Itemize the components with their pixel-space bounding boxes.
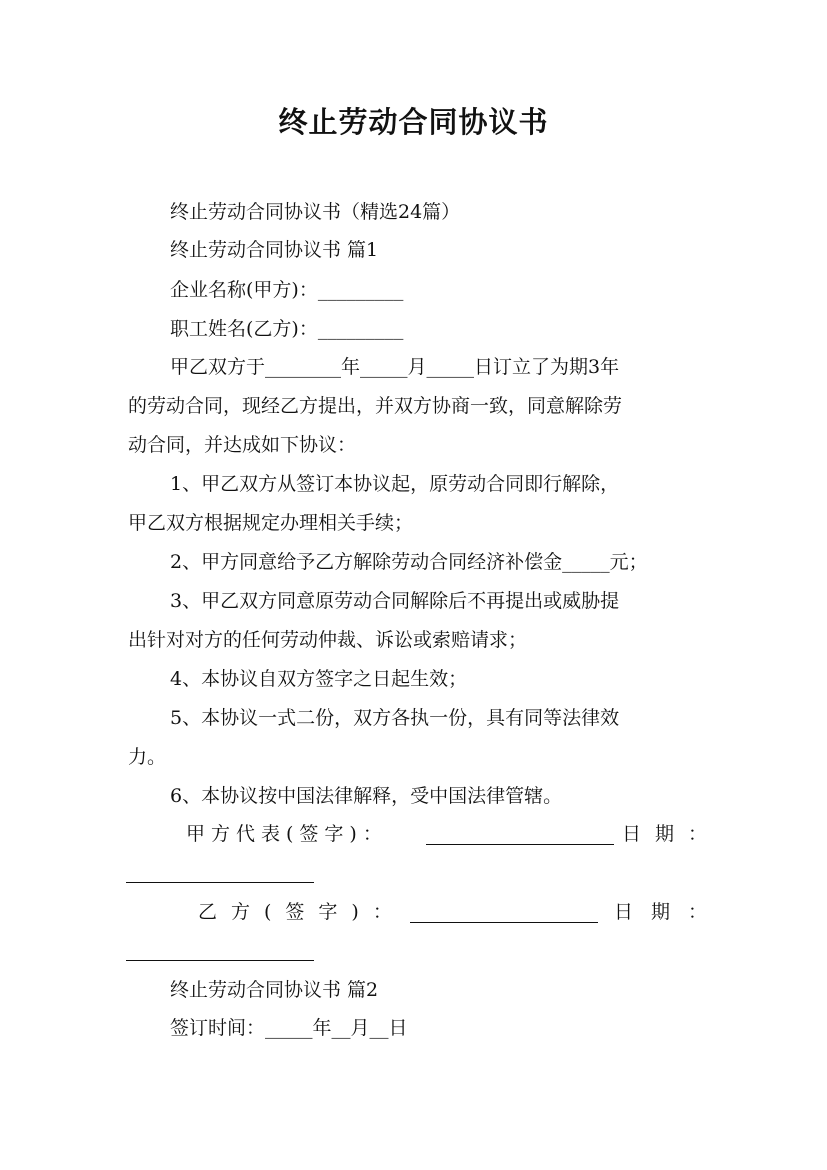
paragraph-line: 的劳动合同，现经乙方提出，并双方协商一致，同意解除劳	[128, 395, 623, 417]
section-heading: 终止劳动合同协议书 篇1	[170, 239, 379, 261]
clause-line: 力。	[128, 746, 167, 768]
clause-line: 甲乙双方根据规定办理相关手续；	[128, 512, 414, 534]
party-a-sign-blank	[426, 844, 614, 845]
clause-line: 6、本协议按中国法律解释，受中国法律管辖。	[170, 785, 563, 807]
clause-line: 1、甲乙双方从签订本协议起，原劳动合同即行解除，	[170, 473, 620, 495]
party-b-date-blank	[126, 960, 314, 961]
clause-line: 2、甲方同意给予乙方解除劳动合同经济补偿金_____元；	[170, 551, 648, 573]
clause-line: 出针对对方的任何劳动仲裁、诉讼或索赔请求；	[128, 629, 528, 651]
party-a-sign-label: 甲方代表(签字)：	[186, 823, 388, 845]
page-title: 终止劳动合同协议书	[278, 105, 549, 139]
employee-name-field: 职工姓名(乙方)：_________	[170, 318, 404, 340]
clause-line: 4、本协议自双方签字之日起生效；	[170, 668, 468, 690]
party-b-date-label: 日期：	[614, 901, 726, 923]
clause-line: 3、甲乙双方同意原劳动合同解除后不再提出或威胁提	[170, 590, 620, 612]
section-heading: 终止劳动合同协议书 篇2	[170, 979, 379, 1001]
sign-date-field: 签订时间：_____年__月__日	[170, 1017, 408, 1039]
doc-heading: 终止劳动合同协议书（精选24篇）	[170, 201, 461, 223]
company-name-field: 企业名称(甲方)：_________	[170, 279, 404, 301]
party-b-sign-label: 乙方(签字)：	[198, 901, 406, 923]
clause-line: 5、本协议一式二份，双方各执一份，具有同等法律效	[170, 707, 620, 729]
party-b-sign-blank	[410, 922, 598, 923]
party-a-date-label: 日期：	[622, 823, 722, 845]
paragraph-line: 甲乙双方于________年_____月_____日订立了为期3年	[170, 356, 620, 378]
paragraph-line: 动合同，并达成如下协议：	[128, 434, 357, 456]
party-a-date-blank	[126, 882, 314, 883]
